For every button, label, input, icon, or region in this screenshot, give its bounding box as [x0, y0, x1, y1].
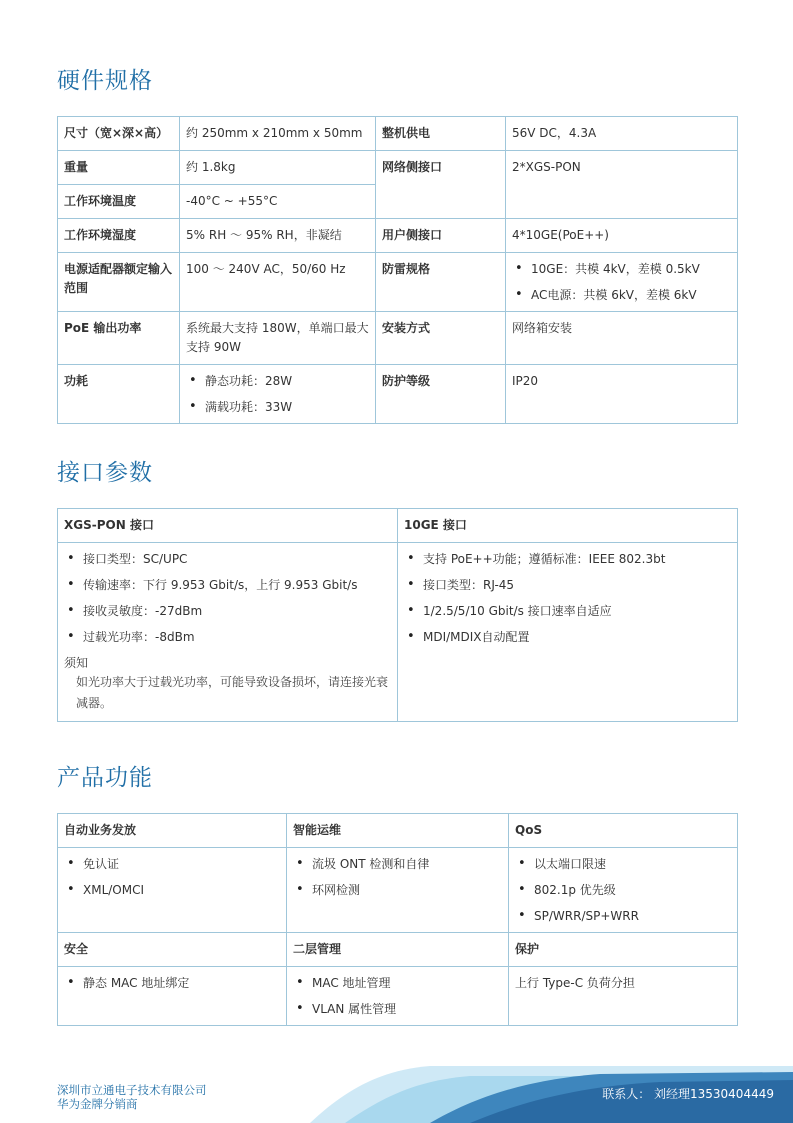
protection-value: 上行 Type-C 负荷分担	[509, 967, 738, 1026]
note-title: 须知	[64, 656, 89, 670]
hardware-section-title: 硬件规格	[57, 68, 153, 94]
install-label: 安装方式	[376, 312, 506, 365]
list-item: • 802.1p 优先级	[515, 881, 731, 899]
security-cell	[58, 967, 287, 1026]
layer2-cell	[287, 967, 509, 1026]
network-port-label: 网络侧接口	[376, 151, 506, 219]
list-item: • SP/WRR/SP+WRR	[515, 907, 731, 925]
weight-value: 约 1.8kg	[180, 151, 376, 185]
list-item: • 10GE：共模 4kV，差模 0.5kV	[512, 260, 731, 278]
adapter-label: 电源适配器额定输入范围	[58, 253, 180, 312]
list-item: • 流圾 ONT 检测和自律	[293, 855, 502, 873]
xgs-pon-header: XGS-PON 接口	[58, 509, 398, 543]
user-port-label: 用户侧接口	[376, 219, 506, 253]
features-table	[57, 813, 738, 1026]
smart-om-cell	[287, 848, 509, 933]
qos-cell	[509, 848, 738, 933]
note-text: 如光功率大于过载光功率，可能导致设备损坏，请连接光衰减器。	[76, 675, 389, 710]
list-item: • AC电源：共模 6kV，差模 6kV	[512, 286, 731, 304]
consumption-label: 功耗	[58, 365, 180, 424]
power-value: 56V DC，4.3A	[506, 117, 738, 151]
size-label: 尺寸（宽×深×高）	[58, 117, 180, 151]
list-item: • 支持 PoE++功能；遵循标准：IEEE 802.3bt	[404, 550, 731, 568]
lightning-label: 防雷规格	[376, 253, 506, 312]
user-port-value: 4*10GE(PoE++)	[506, 219, 738, 253]
list-item: • 满载功耗：33W	[186, 398, 369, 416]
list-item: • 接口类型：RJ-45	[404, 576, 731, 594]
list-item: • VLAN 属性管理	[293, 1000, 502, 1018]
list-item: • 以太端口限速	[515, 855, 731, 873]
contact-info: 联系人： 刘经理13530404449	[602, 1087, 774, 1101]
humidity-value: 5% RH ～ 95% RH，非凝结	[180, 219, 376, 253]
interfaces-section-title: 接口参数	[57, 460, 153, 486]
list-item: • 静态 MAC 地址绑定	[64, 974, 280, 992]
interface-table	[57, 508, 738, 722]
adapter-value: 100 ～ 240V AC，50/60 Hz	[180, 253, 376, 312]
company-info	[57, 1083, 207, 1111]
humidity-label: 工作环境湿度	[58, 219, 180, 253]
list-item: • 免认证	[64, 855, 280, 873]
list-item: • 传输速率：下行 9.953 Gbit/s，上行 9.953 Gbit/s	[64, 576, 391, 594]
temperature-value: -40°C ~ +55°C	[180, 185, 376, 219]
poe-label: PoE 输出功率	[58, 312, 180, 365]
auto-provision-header: 自动业务发放	[58, 814, 287, 848]
temperature-label: 工作环境温度	[58, 185, 180, 219]
list-item: • MDI/MDIX自动配置	[404, 628, 731, 646]
power-label: 整机供电	[376, 117, 506, 151]
install-value: 网络箱安装	[506, 312, 738, 365]
list-item: • 接收灵敏度：-27dBm	[64, 602, 391, 620]
list-item: • 接口类型：SC/UPC	[64, 550, 391, 568]
protection-header: 保护	[509, 933, 738, 967]
size-value: 约 250mm x 210mm x 50mm	[180, 117, 376, 151]
poe-value: 系统最大支持 180W，单端口最大支持 90W	[180, 312, 376, 365]
weight-label: 重量	[58, 151, 180, 185]
company-name: 深圳市立通电子技术有限公司	[57, 1083, 207, 1097]
network-port-value: 2*XGS-PON	[506, 151, 738, 219]
features-section-title: 产品功能	[57, 765, 153, 791]
list-item: • MAC 地址管理	[293, 974, 502, 992]
xgs-pon-cell	[58, 543, 398, 722]
list-item: • 静态功耗：28W	[186, 372, 369, 390]
list-item: • 1/2.5/5/10 Gbit/s 接口速率自适应	[404, 602, 731, 620]
list-item: • 过载光功率：-8dBm	[64, 628, 391, 646]
company-tagline: 华为金牌分销商	[57, 1097, 138, 1111]
list-item: • 环网检测	[293, 881, 502, 899]
hardware-spec-table	[57, 116, 738, 424]
security-header: 安全	[58, 933, 287, 967]
protection-value: IP20	[506, 365, 738, 424]
layer2-header: 二层管理	[287, 933, 509, 967]
lightning-cell	[506, 253, 738, 312]
qos-header: QoS	[509, 814, 738, 848]
auto-provision-cell	[58, 848, 287, 933]
ten-ge-header: 10GE 接口	[398, 509, 738, 543]
consumption-cell	[180, 365, 376, 424]
ten-ge-cell	[398, 543, 738, 722]
list-item: • XML/OMCI	[64, 881, 280, 899]
smart-om-header: 智能运维	[287, 814, 509, 848]
protection-label: 防护等级	[376, 365, 506, 424]
